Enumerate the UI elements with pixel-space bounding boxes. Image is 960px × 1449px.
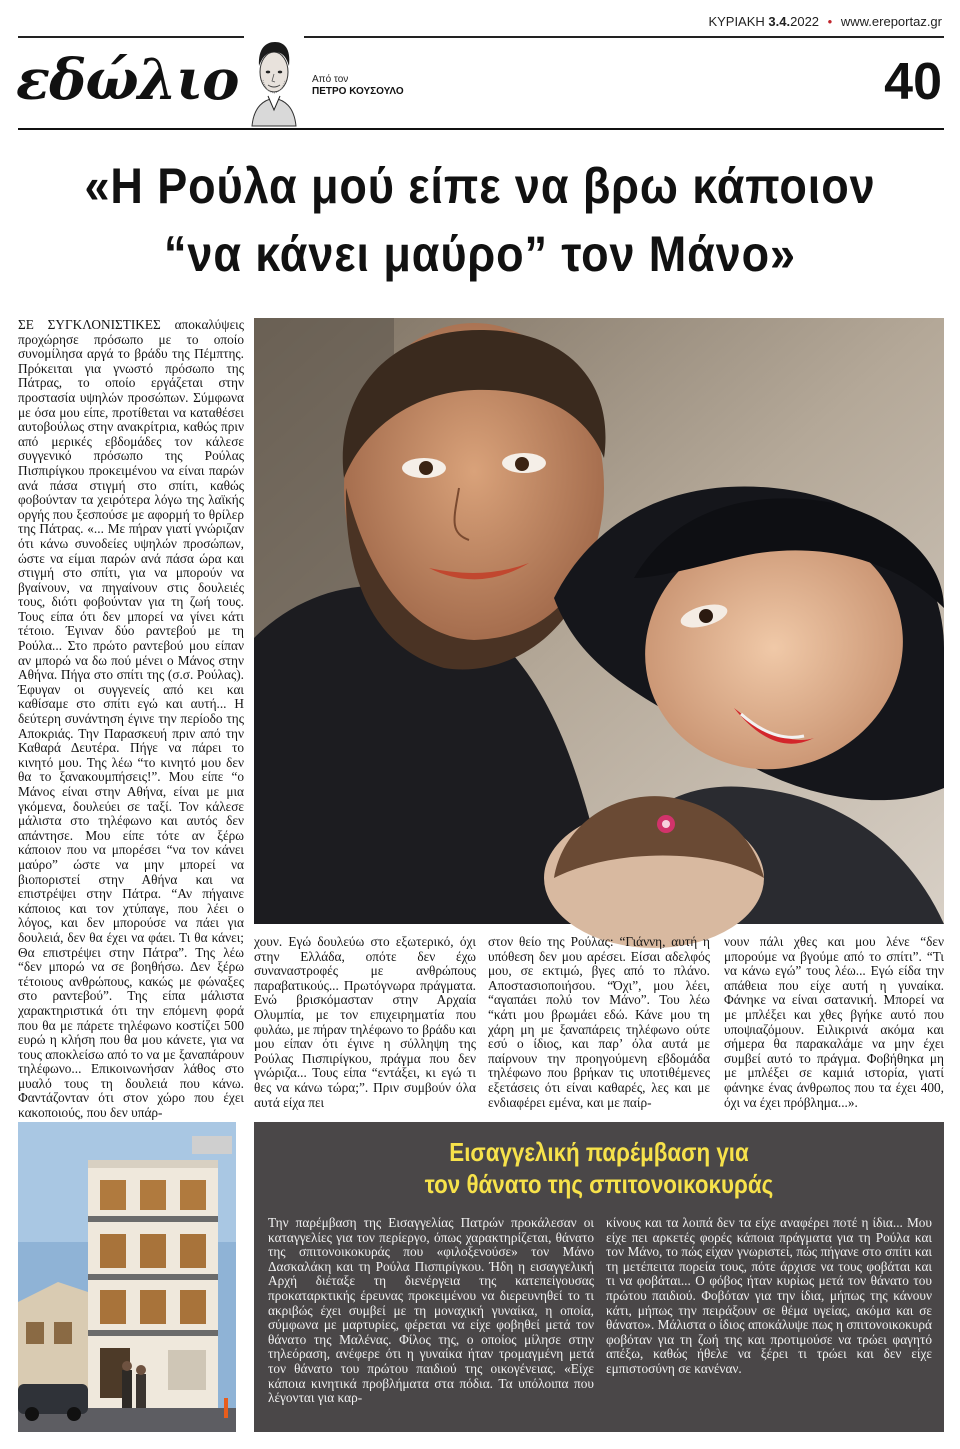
dateline-year: 2022 (790, 14, 820, 29)
article-column-1 (18, 317, 244, 1121)
dateline-day: ΚΥΡΙΑΚΗ (708, 14, 765, 29)
dateline-date: 3.4. (768, 14, 791, 29)
sidebar-title (302, 1136, 895, 1200)
article-column-4: νουν πάλι χθες και μου λένε “δεν μπορούμε να βγούμε από το σπίτι”. “Τι να κάνω εγώ” τους λέω... Εγώ είδα την απάθεια που είχε αυτή η γυναίκα. Φάνηκε να είναι σατανική. Μπορεί να με μπλέξει και χθες βγήκε αυτό που υποψιαζόμουν. Ειλικρινά ακόμα και σήμερα θα παρακαλάμε να μην έχει συμβεί αυτό το πράγμα. Φοβήθηκα μη με μπλέξει σε καμιά ιστορία, γιατί φάνηκε ένας άνθρωπος που τα έχει 400, όχι να έχει πρόβλημα...». (724, 934, 944, 1110)
sidebar-box (254, 1122, 944, 1432)
article-column-3: στον θείο της Ρούλας: “Γιάννη, αυτή η υπόθεση δεν μου αρέσει. Είσαι αδελφός μου, σε εκτιμώ, βγες από το πλάνο. Αποστασιοποιήσου. “Όχι”, μου λέει, “αγαπάει πολύ τον Μάνο”. Του λέω “κάτι μου βρωμάει εδώ. Κάνε μου τη χάρη μη με ξαναπάρεις τηλέφωνο ούτε εσύ ο ίδιος, και παρ’ όλα αυτά με παίρνουν την προηγούμενη εβδομάδα τηλέφωνο που βρήκαν τις υποτιθέμενες εξετάσεις ότι είναι καθαρές, λες και με ενδιαφέρει εμένα, και με παίρ- (488, 934, 710, 1110)
masthead-rule (18, 128, 944, 130)
article-lead-in: ΣΕ ΣΥΓΚΛΟΝΙΣΤΙΚΕΣ (18, 317, 161, 332)
top-rule (18, 36, 944, 38)
headline-line-2: “να κάνει μαύρο” τον Μάνο» (163, 226, 796, 282)
page-number: 40 (884, 53, 942, 111)
main-photo-couple (254, 318, 944, 924)
author-portrait (244, 34, 304, 126)
sidebar-column-1: Την παρέμβαση της Εισαγγελίας Πατρών προκάλεσαν οι καταγγελίες για τον περίεργο, όπως χαρακτηρίζεται, θάνατο της σπιτονοικοκυράς που «φιλοξενούσε» τον Μάνο Δασκαλάκη και τη Ρούλα Πισπιρίγκου. Ήδη η εισαγγελική Αρχή διέταξε τη διενέργεια της κατεπείγουσας προκαταρκτικής έρευνας προκειμένου να διερευνηθεί το τι ακριβώς έχει συμβεί με τη μοναχική γυναίκα, η οποία, σύμφωνα με μαρτυρίες, φέρεται να είχε φοβηθεί μετά τον θάνατο της Μαλένας. Φίλος της, ο οποίος μίλησε στην τηλεόραση, ανέφερε ότι η γυναίκα ήταν τρομαγμένη μετά τον θάνατο του πρώτου παιδιού της οικογένειας. «Είχε κάποια κινητικά προβλήματα στα πόδια. Τα υπόλοιπα που λέγονται για καρ- (268, 1215, 594, 1406)
dateline (708, 14, 942, 29)
house-photo (18, 1122, 236, 1432)
bullet-separator-icon: • (827, 14, 833, 29)
top-bar (0, 0, 960, 36)
dateline-site[interactable]: www.ereportaz.gr (840, 14, 942, 29)
section-title: εδώλιο (16, 47, 239, 113)
headline-line-1: «Η Ρούλα μού είπε να βρω κάποιον (84, 158, 876, 214)
sidebar-column-2: κίνους και τα λοιπά δεν τα είχε αναφέρει ποτέ η ίδια... Μου είχε πει αρκετές φορές κάποια πράγματα για τη Ρούλα και τον Μάνο, το πώς είχαν γνωριστεί, πώς πήγανε στο σπίτι και τη μετέπειτα πορεία τους, πότε άρχισε να τους φοβάται και τι να φοβάται... Ο φόβος ήταν κυρίως μετά τον θάνατο του πρώτου παιδιού. Φοβόταν για την ίδια, μήπως της κάνουν κάτι, μήπως την πειράξουν σε θέμα υγείας, ακόμα και σε θάνατο». Μάλιστα ο ίδιος αποκάλυψε πως η σπιτονοικοκυρά φοβόταν για τη ζωή της και προτιμούσε να τρώει φαγητό απέξω, καθώς ήθελε να ξέρει τι τρώει και δεν είχε εμπιστοσύνη σε κανέναν. (606, 1215, 932, 1376)
article-column-2: χουν. Εγώ δουλεύω στο εξωτερικό, όχι στην Ελλάδα, οπότε δεν έχω συναναστροφές με ανθρώπους παραβατικούς... Πρωτόγνωρα πράγματα. Ενώ βρισκόμασταν στην Αρχαία Ολυμπία, με τον επιχειρηματία που φυλάω, με πήραν τηλέφωνο το βράδυ και μου είπαν ότι έγινε η σύλληψη της Ρούλας Πισπιρίγκου, πράγμα που δεν γνώριζα... Τους είπα “εντάξει, κι εγώ τι θες να κάνω τώρα;”. Πριν συμβούν όλα αυτά είχα πει (254, 934, 476, 1110)
sidebar-title-line-2: τον θάνατο της σπιτονοικοκυράς (424, 1169, 774, 1199)
byline-author: ΠΕΤΡΟ ΚΟΥΣΟΥΛΟ (312, 86, 404, 97)
byline-prefix: Από τον (312, 74, 349, 85)
sidebar-title-line-1: Εισαγγελική παρέμβαση για (449, 1137, 749, 1167)
byline (312, 74, 404, 98)
article-column-1-text: αποκαλύψεις προχώρησε πρόσωπο με το οποίο συνομίλησα αργά το βράδυ της Πέμπτης. Πρόκειται για γνωστό πρόσωπο της Πάτρας, το οποίο εργάζεται στην προστασία υψηλών προσώπων. Σύμφωνα με όσα μου είπε, προτίθεται να καταθέσει αυτοβούλως στην ανακρίτρια, καθώς πριν από μερικές εβδομάδες τον κάλεσε συγγενικό πρόσωπο της Ρούλας Πισπιρίγκου προκειμένου να είναι παρών ανά πάσα στιγμή στο σπίτι, καθώς φοβούνταν τα χειρότερα λόγω της λαϊκής οργής που ξεσπούσε με αφορμή το θρίλερ της Πάτρας. «... Με πήραν γιατί γνώριζαν ότι κάνω συνοδείες υψηλών προσώπων, ώστε να είμαι παρών ανά πάσα ώρα και στιγμή στο σπίτι, για να μπορούν να βγαίνουν, να πηγαίνουν στις δουλειές τους, διότι φοβούνταν για τη ζωή τους. Τους είπα ότι δεν μπορεί να γίνει κάτι τέτοιο. Έγιναν δύο ραντεβού με τη Ρούλα... Στο πρώτο ραντεβού μου είπαν αν μπορώ να δω πού μένει ο Μάνος στην Αθήνα. Πήγα στο σπίτι της (σ.σ. Ρούλας). Έφυγαν οι συγγενείς από κει και καθίσαμε στο σπίτι εγώ και αυτή... Η δεύτερη συνάντηση έγινε την περίοδο της Αποκριάς. Την Παρασκευή πριν από την Καθαρά Δευτέρα. Πήγε να πάρει το κινητό μου. Της λέω “το κινητό μου δεν θα το ξανακουμπήσεις!”. Μου είπε “ο Μάνος είναι στην Αθήνα, είναι με μια γκόμενα, δουλεύει σε ταξί. Τον κάλεσε μάλιστα στο τηλέφωνο και αυτός δεν απάντησε. Μου είπε τότε αν ξέρω κάποιον που να μπορέσει “να τον κάνει μαύρο” ώστε να μην μπορεί να βιοποριστεί στην Αθήνα και να επιστρέψει στην Πάτρα. “Αν πήγαινε κάποιος και τον χτύπαγε, που λέει ο λόγος, και δεν μπορούσε να πάει για δουλειά, δεν θα έχει να φάει. Τι θα κάνει; Θα επιστρέψει στην Πάτρα”. Της λέω “δεν μπορώ να σε βοηθήσω. Δεν ξέρω τέτοιους ανθρώπους, κακώς με φώναξες στο ραντεβού”. Της είπα μάλιστα χαρακτηριστικά ότι την επόμενη φορά που θα με πάρετε τηλέφωνο κοστίζει 500 ευρώ η κλήση που θα μου κάνετε, για να τους αποκλείσω από το να με ξαναπάρουν τηλέφωνο... Επικοινωνήσαν λάθος στο μυαλό τους τη δουλειά που κάνω. Φαντάζονταν ότι στον χώρο που έχει κακοποιούς, που δεν υπάρ- (18, 317, 244, 1121)
headline (57, 152, 903, 288)
